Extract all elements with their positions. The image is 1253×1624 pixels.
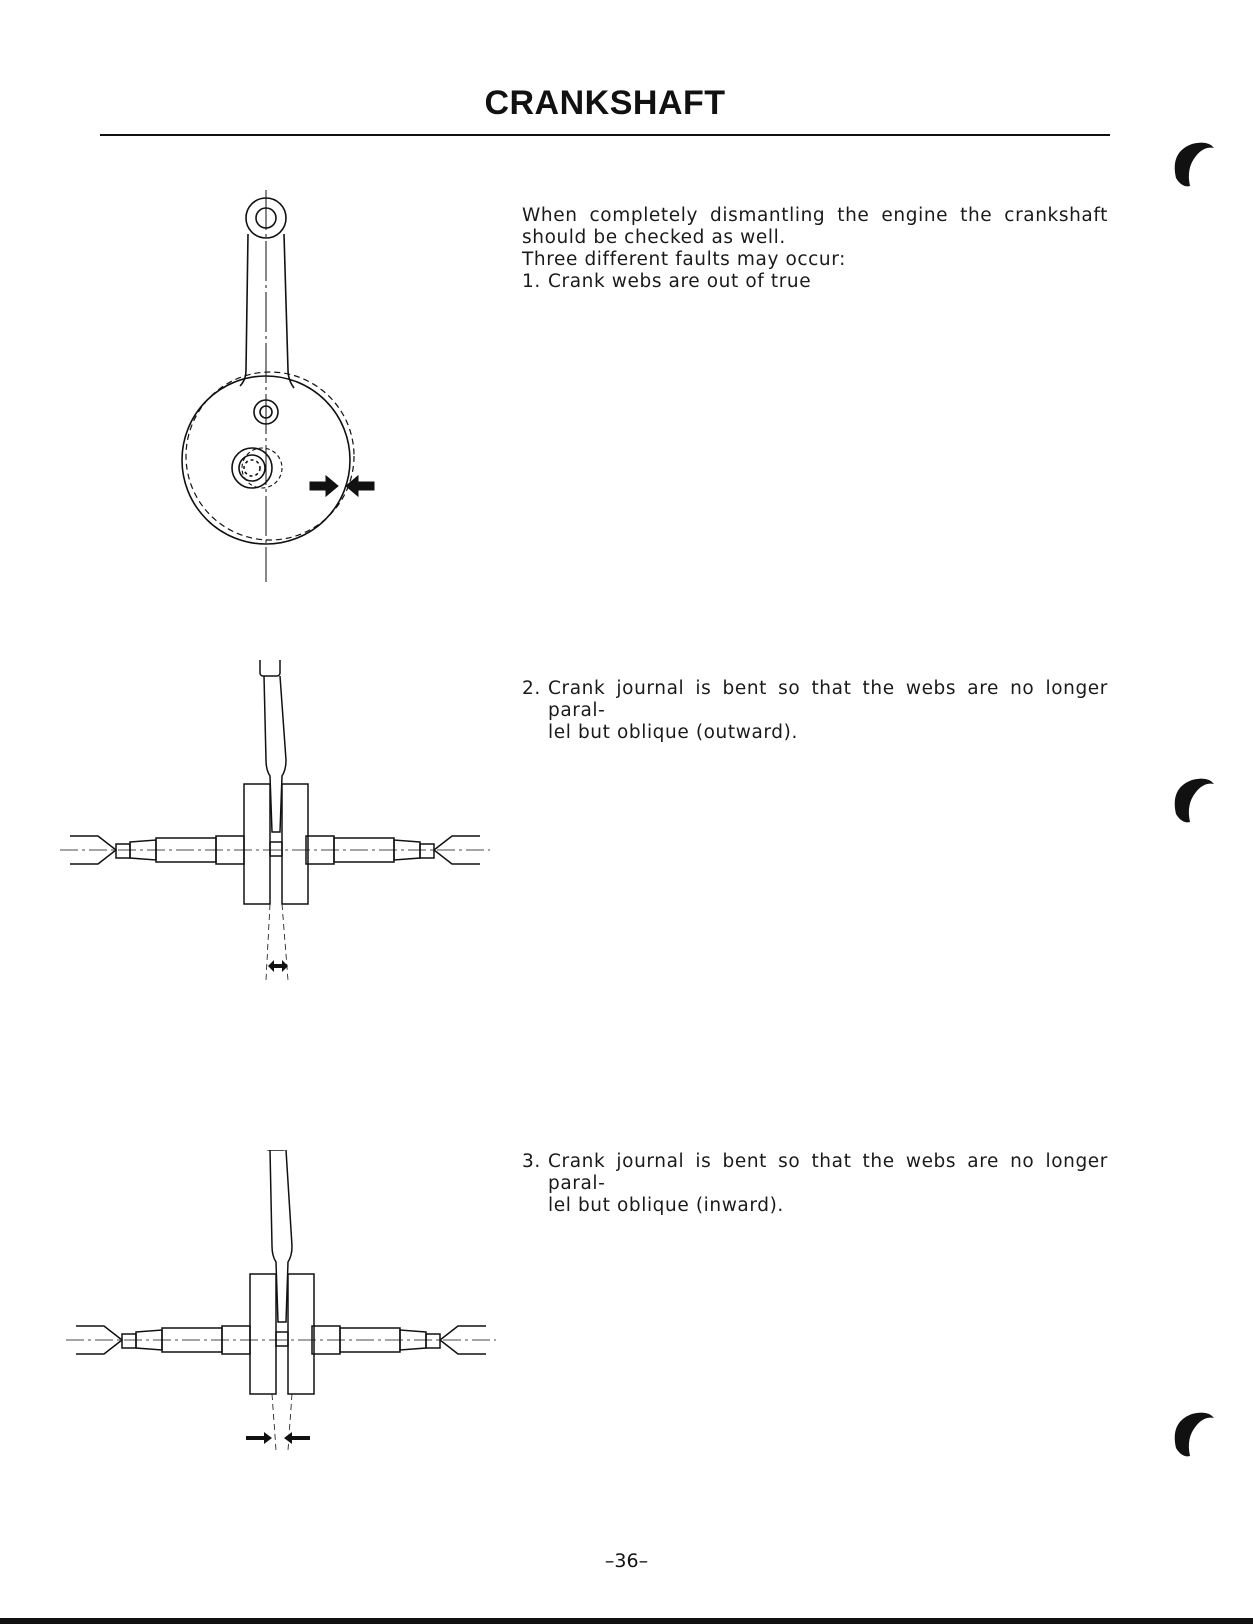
fault-item-1-text: Crank webs are out of true	[548, 271, 812, 292]
fault-item-3-number: 3.	[522, 1151, 541, 1172]
fault-item-3-line-2: lel but oblique (inward).	[548, 1195, 784, 1216]
crank-web-out-of-true-diagram	[170, 190, 410, 610]
fault-item-2-number: 2.	[522, 678, 541, 699]
intro-line-2: should be checked as well.	[522, 227, 786, 248]
binder-hole-mark-icon	[1170, 1408, 1216, 1460]
page-number: –36–	[604, 1550, 649, 1572]
fault-item-2-line-2: lel but oblique (outward).	[548, 722, 798, 743]
intro-text	[522, 205, 1108, 293]
fault-item-3-line-1: Crank journal is bent so that the webs are no longer paral-	[548, 1151, 1108, 1194]
bottom-edge-bar	[0, 1618, 1253, 1624]
fault-item-2	[522, 678, 1108, 744]
crankshaft-webs-outward-diagram	[60, 660, 490, 1020]
fault-item-2-line-1: Crank journal is bent so that the webs are no longer paral-	[548, 678, 1108, 721]
intro-line-3: Three different faults may occur:	[522, 249, 846, 270]
intro-line-1: When completely dismantling the engine the crankshaft	[522, 205, 1108, 226]
binder-hole-mark-icon	[1170, 774, 1216, 826]
fault-item-3	[522, 1151, 1108, 1217]
fault-item-1-number: 1.	[522, 271, 541, 292]
binder-hole-mark-icon	[1170, 138, 1216, 190]
title-rule	[100, 134, 1110, 136]
fault-item-1	[522, 271, 1108, 293]
page-title: CRANKSHAFT	[484, 84, 726, 122]
crankshaft-webs-inward-diagram	[66, 1150, 496, 1510]
